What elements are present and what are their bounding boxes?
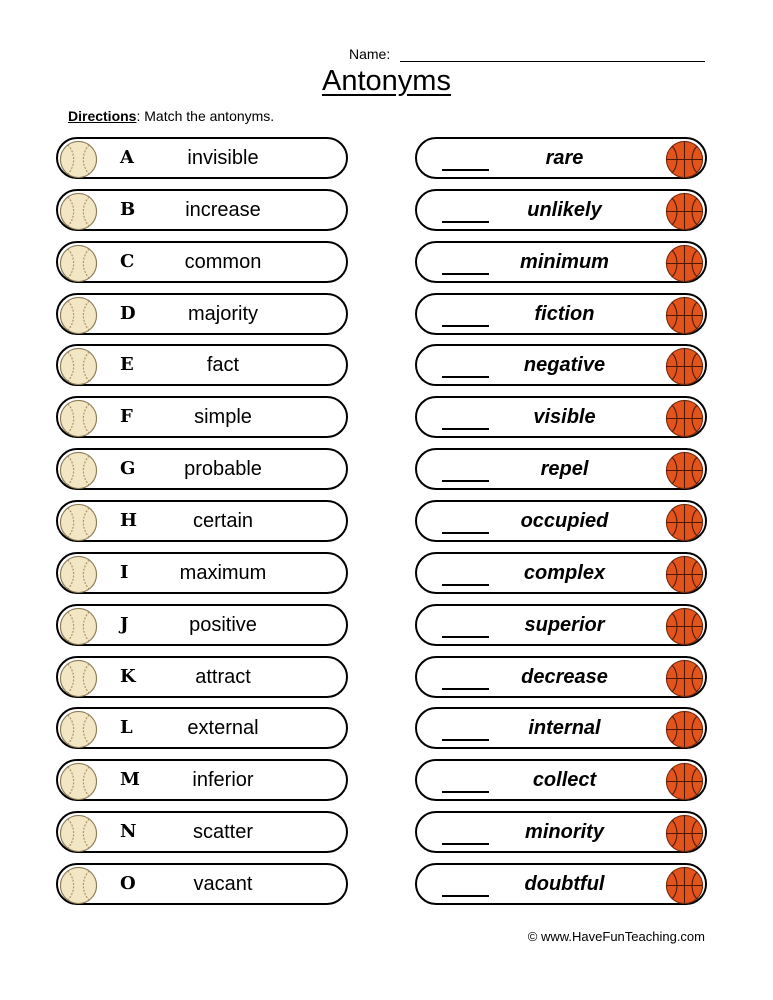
left-word: fact [206,354,240,377]
item-letter: E [120,354,134,376]
baseball-icon [59,296,98,335]
basketball-icon [665,710,704,749]
item-letter: K [120,665,136,687]
answer-blank[interactable] [442,480,489,482]
directions-text: : Match the antonyms. [136,108,275,124]
answer-blank[interactable] [442,584,489,586]
left-item [56,759,348,801]
baseball-icon [59,814,98,853]
right-item [415,707,707,749]
right-word: rare [545,147,584,169]
left-word: inferior [192,769,254,792]
left-word: majority [187,302,258,325]
left-item [56,241,348,283]
right-word: fiction [534,302,595,325]
left-word: probable [184,458,262,481]
answer-blank[interactable] [442,636,489,638]
basketball-icon [665,659,704,698]
answer-blank[interactable] [442,688,489,690]
right-item [415,448,707,490]
right-word: visible [533,406,596,429]
right-item [415,189,707,231]
item-letter: C [120,250,135,272]
item-letter: J [120,613,129,635]
baseball-icon [59,607,98,646]
item-letter: D [120,302,136,324]
right-item [415,293,707,335]
right-item [415,759,707,801]
left-item [56,448,348,490]
baseball-icon [59,866,98,905]
basketball-icon [665,451,704,490]
answer-blank[interactable] [442,791,489,793]
right-item [415,811,707,853]
basketball-icon [665,866,704,905]
right-item [415,604,707,646]
name-label: Name: [349,46,391,62]
baseball-icon [59,192,98,231]
baseball-icon [59,451,98,490]
left-item [56,604,348,646]
basketball-icon [665,399,704,438]
right-word: internal [528,717,601,740]
left-word: external [187,717,259,740]
directions [68,108,274,124]
right-word: negative [523,354,606,377]
item-letter: M [120,769,140,791]
left-item [56,811,348,853]
answer-blank[interactable] [442,169,489,171]
right-word: doubtful [524,872,605,895]
right-item [415,137,707,179]
left-item [56,137,348,179]
left-word: simple [194,406,252,429]
answer-blank[interactable] [442,273,489,275]
left-word: positive [189,613,257,636]
basketball-icon [665,762,704,801]
basketball-icon [665,192,704,231]
left-word: increase [185,198,261,221]
left-item [56,707,348,749]
right-item [415,500,707,542]
left-item [56,396,348,438]
right-word: collect [532,769,597,792]
left-word: vacant [193,872,253,895]
answer-blank[interactable] [442,532,489,534]
basketball-icon [665,814,704,853]
item-letter: G [120,458,136,480]
baseball-icon [59,399,98,438]
baseball-icon [59,762,98,801]
left-word: maximum [179,561,267,584]
item-letter: A [120,147,134,168]
left-word: scatter [192,821,254,844]
left-item [56,189,348,231]
basketball-icon [665,607,704,646]
right-item [415,241,707,283]
item-letter: I [120,561,129,583]
baseball-icon [59,659,98,698]
baseball-icon [59,503,98,542]
left-word: certain [192,509,254,532]
right-item [415,656,707,698]
name-field-line[interactable] [400,61,705,62]
answer-blank[interactable] [442,895,489,897]
left-item [56,552,348,594]
answer-blank[interactable] [442,325,489,327]
basketball-icon [665,296,704,335]
baseball-icon [59,244,98,283]
left-item [56,500,348,542]
left-word: common [184,250,262,273]
item-letter: F [120,406,133,428]
right-item [415,863,707,905]
answer-blank[interactable] [442,428,489,430]
item-letter: L [120,717,133,739]
left-item [56,656,348,698]
basketball-icon [665,140,704,179]
answer-blank[interactable] [442,221,489,223]
item-letter: H [120,509,138,531]
answer-blank[interactable] [442,739,489,741]
page-title: Antonyms [322,65,451,97]
right-item [415,396,707,438]
right-word: repel [540,458,589,481]
basketball-icon [665,555,704,594]
basketball-icon [665,347,704,386]
right-word: unlikely [527,198,602,221]
left-word: invisible [187,147,259,169]
basketball-icon [665,503,704,542]
right-word: superior [524,613,605,636]
baseball-icon [59,347,98,386]
left-item [56,863,348,905]
footer-credit: © www.HaveFunTeaching.com [527,929,705,944]
right-word: decrease [521,665,608,688]
item-letter: B [120,198,136,220]
left-item [56,344,348,386]
right-word: occupied [520,509,609,532]
basketball-icon [665,244,704,283]
item-letter: N [120,821,137,843]
left-item [56,293,348,335]
right-item [415,344,707,386]
item-letter: O [120,872,136,894]
baseball-icon [59,555,98,594]
answer-blank[interactable] [442,843,489,845]
right-item [415,552,707,594]
left-word: attract [195,665,251,688]
baseball-icon [59,710,98,749]
baseball-icon [59,140,98,179]
right-word: minority [525,821,604,844]
answer-blank[interactable] [442,376,489,378]
directions-label: Directions [68,108,137,124]
right-word: minimum [520,250,609,273]
right-word: complex [523,561,606,584]
